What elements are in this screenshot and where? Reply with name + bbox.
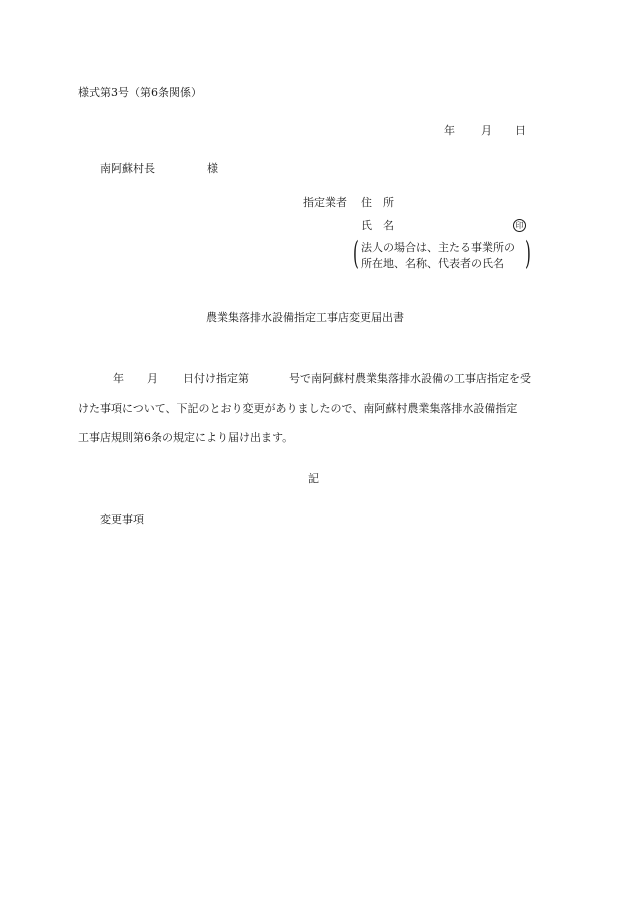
seal-mark: 印 <box>513 219 526 232</box>
body-designated-on: 日付け指定第 <box>183 372 249 385</box>
addressee-name: 南阿蘇村長 <box>100 162 155 175</box>
body-year: 年 <box>113 372 124 385</box>
document-title: 農業集落排水設備指定工事店変更届出書 <box>206 311 404 324</box>
body-line2: けた事項について、下記のとおり変更がありましたので、南阿蘇村農業集落排水設備指定 <box>78 402 518 415</box>
form-number: 様式第3号（第6条関係） <box>78 86 202 99</box>
address-label: 住 所 <box>361 196 394 209</box>
change-items-label: 変更事項 <box>100 513 144 526</box>
name-label: 氏 名 <box>361 219 394 232</box>
body-line3: 工事店規則第6条の規定により届け出ます。 <box>78 431 294 444</box>
addressee-honorific: 様 <box>207 162 218 175</box>
applicant-label: 指定業者 <box>303 196 347 209</box>
date-month: 月 <box>481 124 492 137</box>
record-heading: 記 <box>308 472 319 485</box>
note-open-paren: ( <box>353 234 359 273</box>
applicant-note-line1: 法人の場合は、主たる事業所の <box>361 241 515 254</box>
note-close-paren: ) <box>525 234 531 273</box>
applicant-note-line2: 所在地、名称、代表者の氏名 <box>361 257 504 270</box>
body-line1-rest: 号で南阿蘇村農業集落排水設備の工事店指定を受 <box>289 372 531 385</box>
date-year: 年 <box>444 124 455 137</box>
date-day: 日 <box>515 124 526 137</box>
body-month: 月 <box>147 372 158 385</box>
